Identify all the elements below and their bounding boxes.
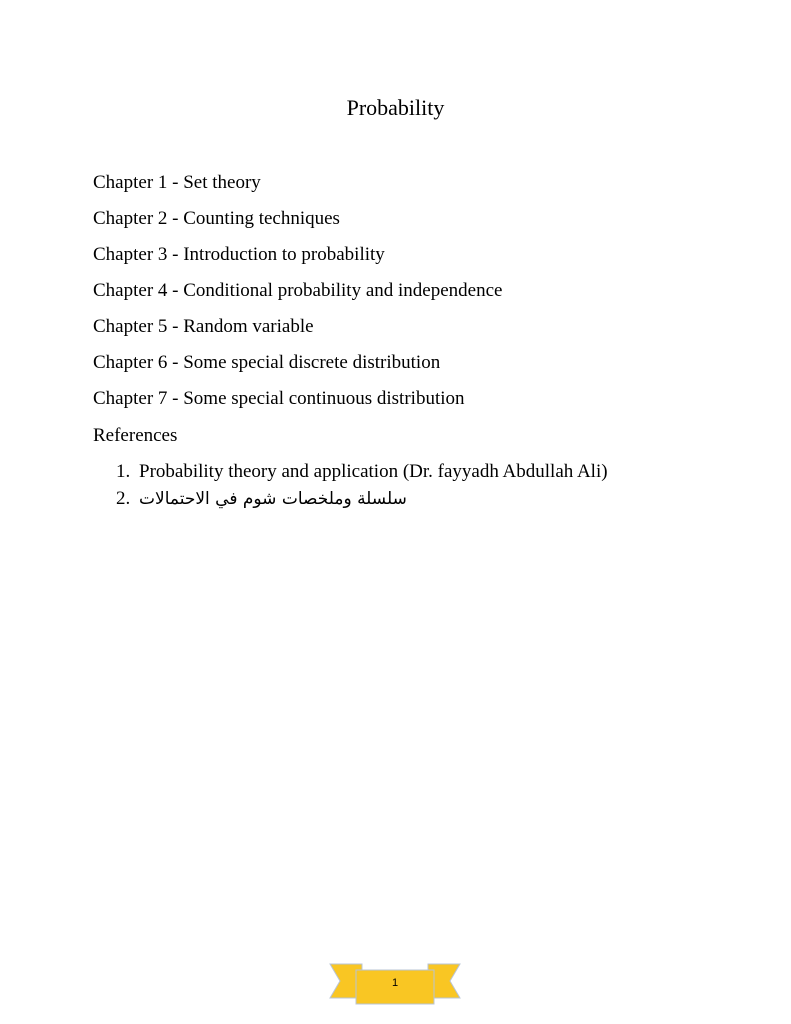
reference-number: 1. [116,461,131,482]
chapter-item: Chapter 5 - Random variable [93,316,314,337]
chapter-item: Chapter 2 - Counting techniques [93,208,340,229]
chapter-list [93,172,502,424]
references-list [93,461,693,515]
chapter-item: Chapter 4 - Conditional probability and independence [93,280,503,301]
reference-text: Probability theory and application (Dr. fayyadh Abdullah Ali) [139,461,608,482]
chapter-item: Chapter 6 - Some special discrete distribution [93,352,441,373]
reference-number: 2. [116,488,131,509]
reference-text: سلسلة وملخصات شوم في الاحتمالات [139,489,407,509]
references-heading: References [93,425,178,446]
page-title: Probability [346,95,445,120]
chapter-item: Chapter 3 - Introduction to probability [93,244,385,265]
page-number: 1 [391,977,399,989]
chapter-item: Chapter 1 - Set theory [93,172,261,193]
reference-item [93,488,693,515]
chapter-item: Chapter 7 - Some special continuous distribution [93,388,465,409]
reference-item [93,461,693,488]
page-number-badge [328,958,462,1010]
